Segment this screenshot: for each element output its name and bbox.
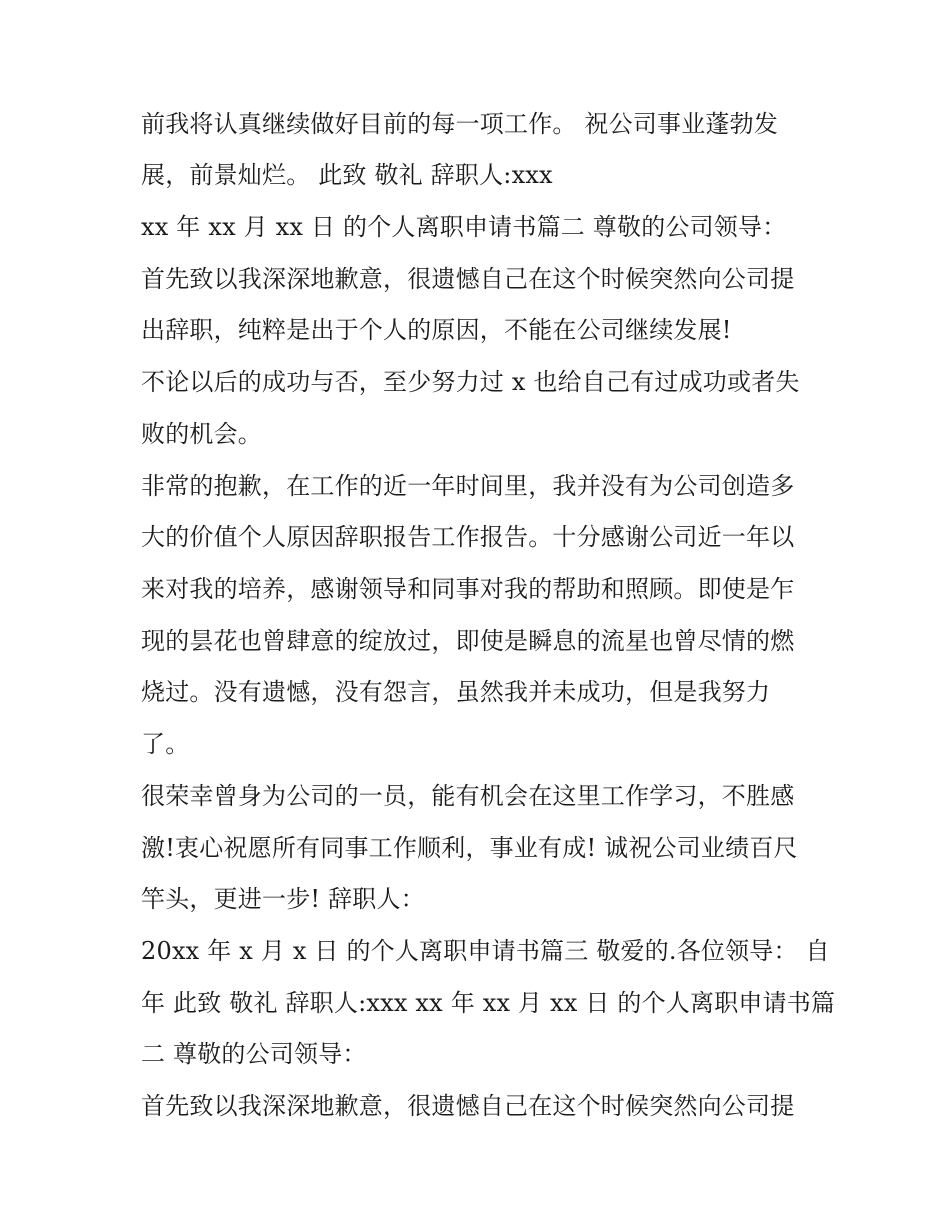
text-line: 非常的抱歉，在工作的近一年时间里，我并没有为公司创造多 [141,472,795,500]
text-line: 前我将认真继续做好目前的每一项工作。 祝公司事业蓬勃发 [141,110,779,138]
text-line: 现的昙花也曾肆意的绽放过，即使是瞬息的流星也曾尽情的燃 [141,627,795,655]
text-line: xx 年 xx 月 xx 日 的个人离职申请书篇二 尊敬的公司领导： [141,213,787,241]
text-line: 20xx 年 x 月 x 日 的个人离职申请书篇三 敬爱的.各位领导： 自 [141,937,830,965]
text-line: 不论以后的成功与否，至少努力过 x 也给自己有过成功或者失 [141,368,800,396]
text-line: 竿头，更进一步! 辞职人： [141,885,425,913]
text-line: 了。 [141,730,190,758]
text-line: 首先致以我深深地歉意，很遗憾自己在这个时候突然向公司提 [141,265,795,293]
text-line: 烧过。没有遗憾，没有怨言，虽然我并未成功，但是我努力 [141,678,771,706]
text-line: 激!衷心祝愿所有同事工作顺利，事业有成! 诚祝公司业绩百尺 [141,834,798,862]
text-line: 首先致以我深深地歉意，很遗憾自己在这个时候突然向公司提 [141,1092,795,1120]
text-line: 败的机会。 [141,420,262,448]
text-line: 来对我的培养，感谢领导和同事对我的帮助和照顾。即使是乍 [141,575,795,603]
text-line: 很荣幸曾身为公司的一员，能有机会在这里工作学习，不胜感 [141,782,795,810]
text-line: 展，前景灿烂。 此致 敬礼 辞职人:xxx [141,161,553,189]
text-line: 出辞职，纯粹是出于个人的原因，不能在公司继续发展! [141,316,732,344]
text-line: 二 尊敬的公司领导： [141,1040,367,1068]
text-line: 大的价值个人原因辞职报告工作报告。十分感谢公司近一年以 [141,523,795,551]
text-line: 年 此致 敬礼 辞职人:xxx xx 年 xx 月 xx 日 的个人离职申请书篇 [141,989,836,1017]
